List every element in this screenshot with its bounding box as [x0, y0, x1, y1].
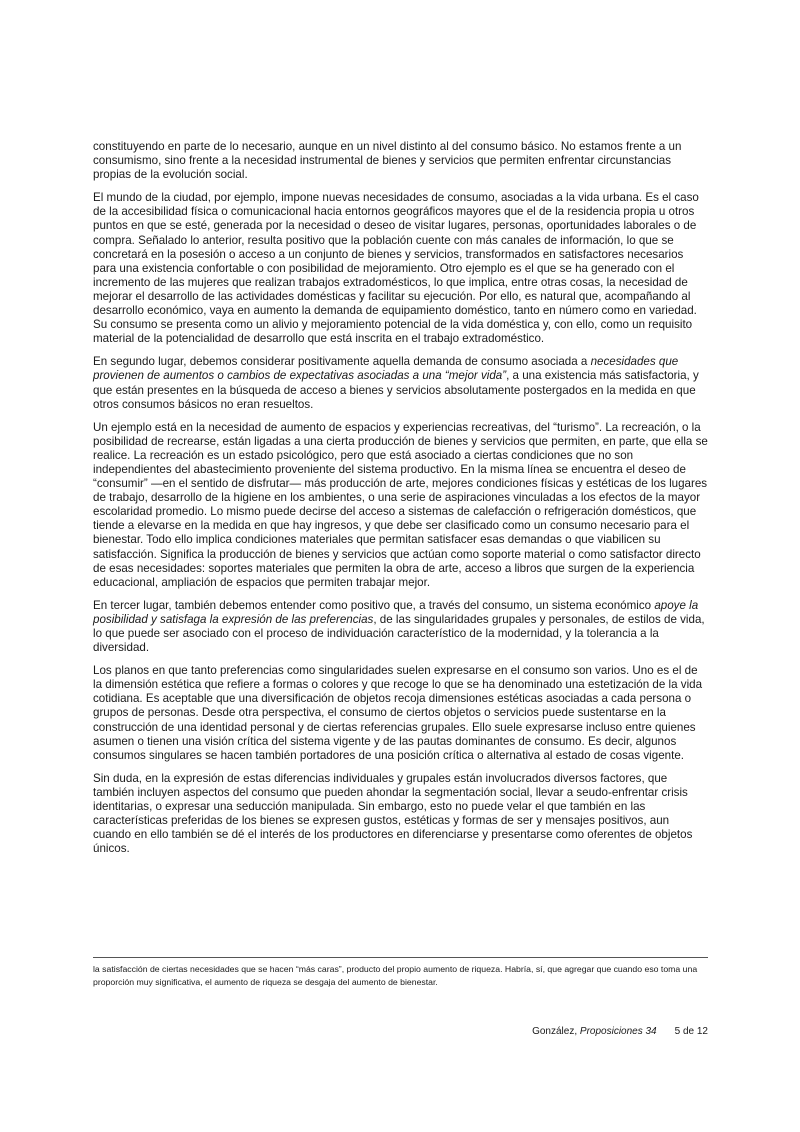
body-text — [93, 140, 708, 865]
page-footer — [480, 1026, 708, 1037]
page-number: 5 de 12 — [674, 1026, 708, 1037]
paragraph-text: Los planos en que tanto preferencias como singularidades suelen expresarse en el consumo son varios. Uno es el de la dimensión estética que refiere a formas o colores y que recoge lo que se ha denominado una estetización de la vida cotidiana. Es aceptable que una diversificación de objetos recoja dimensiones estéticas asociadas a cada persona o grupos de personas. Desde otra perspectiva, el consumo de ciertos objetos o servicios puede sustentarse en la construcción de una identidad personal y de ciertas referencias grupales. Ello suele expresarse incluso entre quienes asumen o tienen una visión crítica del sistema vigente y de las pautas dominantes de consumo. Es decir, algunos consumos singulares se hacen también portadores de una posición crítica o alternativa al estado de cosas vigente. — [93, 664, 703, 762]
paragraph-text: , de las singularidades grupales y personales, de estilos de vida, lo que puede ser asociado con el proceso de individuación característico de la modernidad, y la tolerancia a la diversidad. — [93, 612, 705, 655]
paragraph — [93, 191, 708, 346]
footnote-divider — [93, 957, 708, 958]
paragraph — [93, 355, 708, 411]
paragraph — [93, 599, 708, 655]
paragraph — [93, 421, 708, 590]
paragraph-text: Sin duda, en la expresión de estas diferencias individuales y grupales están involucrados diversos factores, que también incluyen aspectos del consumo que pueden ahondar la segmentación social, llevar a seudo-enfrentar crisis identitarias, o expresar una seducción manipulada. Sin embargo, esto no puede velar el que también en las características preferidas de los bienes se expresen gustos, estéticas y formas de ser y mensajes positivos, aun cuando en ello también se dé el interés de los productores en diferenciarse y presentarse como oferentes de objetos únicos. — [93, 771, 693, 856]
paragraph-text: constituyendo en parte de lo necesario, aunque en un nivel distinto al del consumo básico. No estamos frente a un consumismo, sino frente a la necesidad instrumental de bienes y servicios que permiten enfrentar circunstancias propias de la evolución social. — [93, 140, 682, 182]
paragraph-text: Un ejemplo está en la necesidad de aumento de espacios y experiencias recreativas, del “turismo”. La recreación, o la posibilidad de recrearse, están ligadas a una cierta producción de bienes y servicios que permiten, en parte, que ella se realice. La recreación es un estado psicológico, pero que está asociado a ciertas condiciones que no son independientes del abastecimiento proveniente del sistema productivo. En la misma línea se encuentra el deseo de “consumir” —en el sentido de disfrutar— más producción de arte, mejores condiciones físicas y estéticas de los lugares de trabajo, desarrollo de la higiene en los ambientes, o una serie de aspiraciones vinculadas a los efectos de la mayor escolaridad promedio. Lo mismo puede decirse del acceso a sistemas de calefacción o refrigeración domésticos, que tiende a elevarse en la medida en que hay ingresos, y que debe ser clasificado como un consumo necesario para el bienestar. Todo ello implica condiciones materiales que permitan satisfacer esas demandas o que viabilicen su satisfacción. Significa la producción de bienes y servicios que actúan como soporte material o como satisfactor directo de esas necesidades: soportes materiales que permiten la obra de arte, acceso a libros que surgen de la experiencia educacional, ampliación de espacios que permiten trabajar mejor. — [93, 420, 708, 589]
footer-journal: Proposiciones 34 — [579, 1026, 657, 1037]
paragraph — [93, 664, 708, 763]
paragraph-text: El mundo de la ciudad, por ejemplo, impone nuevas necesidades de consumo, asociadas a la vida urbana. Es el caso de la accesibilidad física o comunicacional hacia entornos geográficos mayores que el de la residencia propia u otros puntos en que se esté, generada por la necesidad o deseo de visitar lugares, personas, oportunidades laborales o de compra. Señalado lo anterior, resulta positivo que la población cuente con más canales de información, lo que se concretará en la posesión o acceso a un conjunto de bienes y servicios, transformados en satisfactores necesarios para una existencia confortable o con posibilidad de mejoramiento. Otro ejemplo es el que se ha generado con el incremento de las mujeres que realizan trabajos extradomésticos, lo que implica, entre otras cosas, la necesidad de mejorar el desarrollo de las actividades domésticas y facilitar su ejecución. Por ello, es natural que, acompañando al desarrollo económico, vaya en aumento la demanda de equipamiento doméstico, tanto en número como en variedad. Su consumo se presenta como un alivio y mejoramiento potencial de la vida doméstica y, con ello, como un requisito material de la potencialidad de desarrollo que está inscrita en el trabajo extradoméstico. — [93, 191, 699, 346]
footer-author: González, — [532, 1026, 580, 1037]
paragraph-text: En segundo lugar, debemos considerar positivamente aquella demanda de consumo asociada a — [93, 355, 591, 369]
emphasis-text: necesidades que provienen de aumentos o cambios de expectativas asociadas a una “mejor vida” — [93, 355, 679, 383]
emphasis-text: apoye la posibilidad y satisfaga la expresión de las preferencias — [93, 598, 699, 626]
paragraph — [93, 140, 708, 182]
paragraph-text: , a una existencia más satisfactoria, y que están presentes en la búsqueda de acceso a bienes y servicios absolutamente postergados en la medida en que otros consumos básicos no eran resueltos. — [93, 369, 699, 411]
footnote: la satisfacción de ciertas necesidades que se hacen “más caras”, producto del propio aumento de riqueza. Habría, sí, que agregar que cuando eso toma una proporción muy significativa, el aumento de riqueza se desgaja del aumento de bienestar. — [93, 964, 698, 987]
paragraph-text: En tercer lugar, también debemos entender como positivo que, a través del consumo, un sistema económico — [93, 598, 655, 612]
paragraph — [93, 772, 708, 857]
